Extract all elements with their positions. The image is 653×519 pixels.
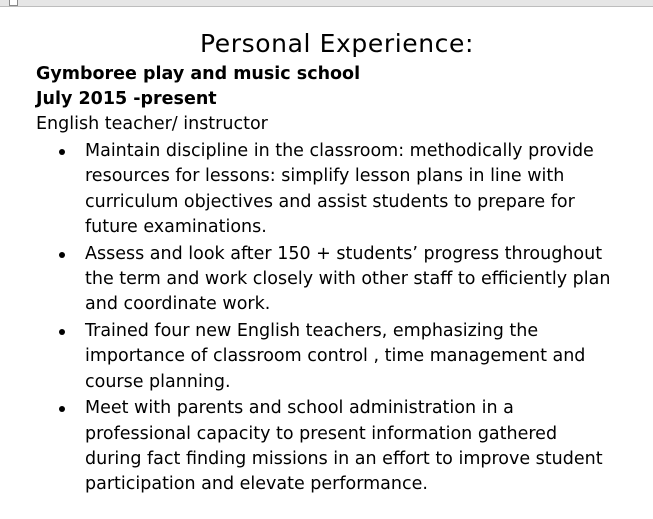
duty-line: resources for lessons: simplify lesson plans in line with <box>85 166 565 187</box>
duty-line: professional capacity to present information gathered <box>85 423 558 444</box>
employment-dates: July 2015 -present <box>36 89 217 109</box>
section-title: Personal Experience: <box>199 29 475 58</box>
window-top-strip <box>0 0 653 7</box>
duty-line: future examinations. <box>85 216 267 237</box>
bullet-icon <box>59 406 65 412</box>
duty-item <box>36 242 646 318</box>
duty-item <box>36 139 646 240</box>
duty-line: Assess and look after 150 + students’ progress throughout <box>85 243 603 264</box>
duty-line: participation and elevate performance. <box>85 474 428 495</box>
duty-line: Trained four new English teachers, emphasizing the <box>85 321 539 342</box>
bullet-icon <box>59 252 65 258</box>
duty-line: curriculum objectives and assist students to prepare for <box>85 191 575 212</box>
duty-line: during fact finding missions in an effort to improve student <box>85 449 603 470</box>
bullet-icon <box>59 329 65 335</box>
duty-line: course planning. <box>85 371 231 392</box>
duties-list <box>36 139 646 499</box>
bullet-icon <box>59 149 65 155</box>
employer-name: Gymboree play and music school <box>36 64 361 84</box>
duty-item <box>36 319 646 395</box>
duty-line: and coordinate work. <box>85 294 271 315</box>
job-role: English teacher/ instructor <box>36 114 268 134</box>
duty-item <box>36 396 646 497</box>
duty-line: the term and work closely with other staff to efficiently plan <box>85 268 611 289</box>
duty-line: Meet with parents and school administration in a <box>85 398 514 419</box>
corner-handle[interactable] <box>9 0 18 6</box>
duty-line: Maintain discipline in the classroom: methodically provide <box>85 141 594 161</box>
duty-line: importance of classroom control , time management and <box>85 346 586 367</box>
